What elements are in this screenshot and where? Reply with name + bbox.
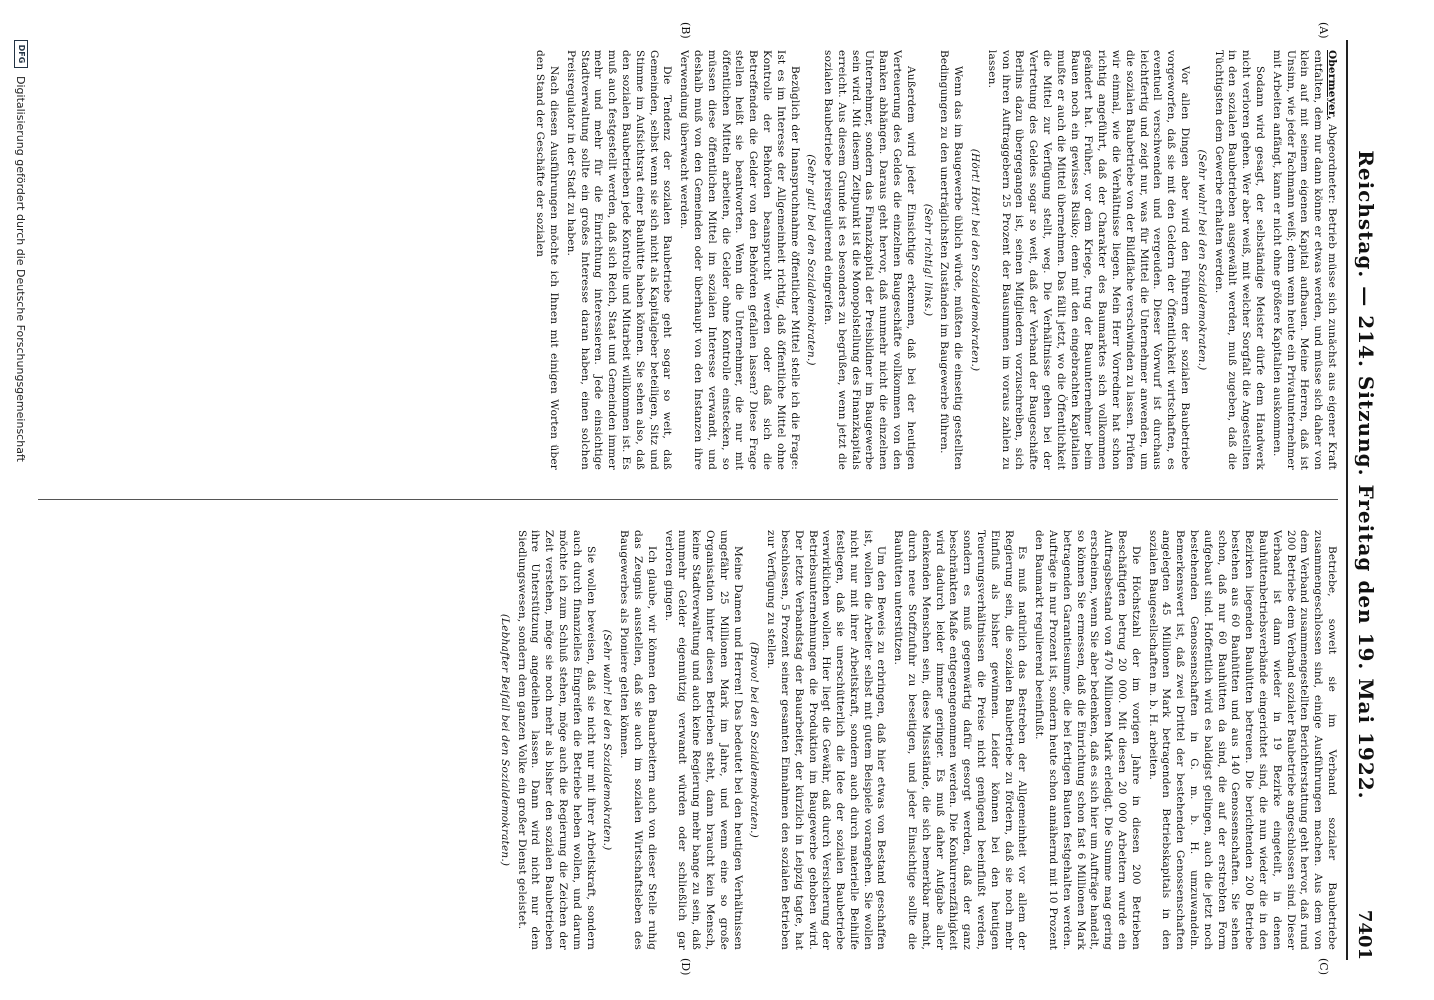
paragraph: Meine Damen und Herren! Das bedeutet bei den heutigen Verhältnissen ungefähr 25 Millionen Mark im Jahre, und wenn eine so große Organisation hinter diesen Betrieben steht, dann braucht kein Mensch, keine Stadtverwaltung und auch keine Regierung mehr bange zu sein, daß nunmehr Gelder eigennützig verwandt würden oder schließlich gar verloren gingen.: [662, 530, 744, 950]
speaker-role: Abgeordneter:: [1326, 119, 1338, 209]
margin-marker-a: (A): [1317, 22, 1330, 39]
column-divider: [38, 499, 1338, 500]
paragraph: Sie wollen beweisen, daß sie nicht nur mit ihrer Arbeitskraft, sondern auch durch finanzielles Eingreifen die Betriebe heben wollen, und darum möchte ich zum Schluß stehen, möge auch die Regierung die Zeichen der Zeit verstehen, möge sie noch mehr als bisher den sozialen Baubetrieben ihre Unterstützung angedeihen lassen. Dann wird nicht nur dem Siedlungswesen, sondern dem ganzen Volke ein großer Dienst geleistet.: [515, 530, 597, 950]
footer-note: [14, 40, 28, 960]
margin-marker-b: (B): [679, 22, 692, 39]
speech-text: Betrieb müsse sich zunächst aus eigener Kraft entfalten, dem nur dann könne er etwas werden, und müsse sich daher von klein auf mit seinem eigenen Kapital aufbauen. Meine Herren, daß ist Unsinn, wie jeder Fachmann weiß; denn wenn heute ein Privatunternehmer mit Arbeiten anfängt, kann er nicht ohne größere Kapitalien auskommen.: [1270, 50, 1338, 470]
paragraph: Die Tendenz der sozialen Baubetriebe geht sogar so weit, daß Gemeinden, selbst wenn sie sich nicht als Kapitalgeber beteiligen, Sitz und Stimme im Aufsichtsrat einer Bauhütte haben können. Sie sehen also, daß den sozialen Baubetrieben jede Kontrolle und Mitarbeit willkommen ist. Es muß auch festgestellt werden, daß sich Reich, Staat und Gemeinden immer mehr und mehr für die Einrichtung interessieren. Jede einsichtige Stadtverwaltung sollte ein großes Interesse daran haben, einen solchen Preisregulator in der Stadt zu haben.: [564, 50, 674, 470]
paragraph: Außerdem wird jeder Einsichtige erkennen, daß bei der heutigen Verteuerung des Geldes die einzelnen Baugeschäfte vollkommen von den Banken abhängen. Daraus geht hervor, daß nunmehr nicht die einzelnen Unternehmer, sondern das Finanzkapital der Preisbildner im Baugewerbe sein wird. Mit diesem Zeitpunkt ist die Monopolstellung des Finanzkapitals erreicht. Aus diesem Grunde ist es besonders zu begrüßen, wenn jetzt die sozialen Baubetriebe preisregulierend eingreifen.: [822, 50, 917, 470]
speaker-paragraph: [1269, 50, 1338, 470]
paragraph: Nach diesen Ausführungen möchte ich Ihnen mit einigen Worten über den Stand der Geschäfte der sozialen: [534, 50, 560, 470]
interjection: (Lebhafter Beifall bei den Sozialdemokraten.): [498, 613, 511, 867]
paragraph: Die Höchstzahl der im vorigen Jahre in diesen 200 Betrieben Beschäftigten betrug 20 000. Mit diesen 20 000 Arbeitern wurde ein Auftragsbestand von 470 Millionen Mark erledigt. Die Summe mag gering erscheinen, wenn Sie aber bedenken, daß es sich hier um Aufträge handelt, so können Sie ermessen, daß die Einrichtung schon fast 6 Millionen Mark betragenden Garantiesumme, die bei fertigen Bauten festgehalten werden. Aufträge in nur Prozent ist, sondern heute schon annähernd mit 10 Prozent den Baumarkt regulierend beeinflußt.: [1033, 530, 1142, 950]
left-column: [38, 50, 1338, 470]
paragraph: Betriebe, soweit sie im Verband sozialer Baubetriebe zusammengeschlossen sind, einige Ausführungen machen. Aus dem von dem Verband zusammengestellten Berichterstattung geht hervor, daß rund 200 Betriebe dem Verband sozialer Baubetriebe angeschlossen sind. Dieser Verband ist dann wieder in 19 Bezirke eingeteilt, in denen Bauhüttenbetriebsverbände eingerichtet sind, die nun wieder die in den Bezirken liegenden Bauhütten betreuen. Die berichtenden 200 Betriebe bestehen aus 60 Bauhütten und aus 140 Genossenschaften. Sie sehen schon, daß nur 60 Bauhütten da sind, die auf der erstrebten Form aufgebaut sind. Hoffentlich wird es baldigst gelingen, auch die jetzt noch bestehenden Genossenschaften in G. m. b. H. umzuwandeln. Bemerkenswert ist, daß zwei Drittel der bestehenden Genossenschaften angelegten 45 Millionen Mark betragenden Betriebskapitals in den sozialen Baugesellschaften m. b. H. arbeiten.: [1146, 530, 1338, 950]
interjection: (Sehr wahr! bei den Sozialdemokraten.): [601, 629, 614, 851]
footer-text: Digitalisierung gefördert durch die Deutsche Forschungsgemeinschaft: [14, 76, 28, 462]
page-number: 7401: [1354, 909, 1375, 960]
interjection: (Bravo! bei den Sozialdemokraten.): [748, 642, 761, 838]
paragraph: Um den Beweis zu erbringen, daß hier etwas von Bestand geschaffen ist, wollen die Arbeiter selbst mit gutem Beispiele vorangehen. Sie wollen nicht nur mit ihrer Arbeitskraft, sondern auch durch materielle Beihilfe festlegen, daß sie unerschütterlich die Idee der sozialen Baubetriebe verwirklichen wollen. Hier liegt die Gewähr, daß durch Versicherung der Betriebsunternehmungen die Produktion im Baugewerbe gehoben wird. Der letzte Verbandstag der Bauarbeiter, der kürzlich in Leipzig tagte, hat beschlossen, 5 Prozent seiner gesamten Einnahmen den sozialen Betrieben zur Verfügung zu stellen.: [765, 530, 888, 950]
margin-marker-c: (C): [1317, 958, 1330, 975]
interjection: (Sehr gut! bei den Sozialdemokraten.): [805, 154, 818, 366]
paragraph: Es muß natürlich das Bestreben der Allgemeinheit vor allem der Regierung sein, die sozialen Baubetriebe zu fördern, daß sie noch mehr Einfluß als bisher gewinnen. Leider können bei den heutigen Teuerungsverhältnissen die Preise nicht genügend beeinflußt werden, sondern es muß gegenwärtig dafür gesorgt werden, daß der ganz beschränkten Maße entgegengenommen werden. Die Konkurrenzfähigkeit wird dadurch leider immer geringer. Es muß daher Aufgabe aller denkenden Menschen sein, diese Missstände, die sich bemerkbar macht, durch neue Stoffzufuhr zu beseitigen, und jeder Einsichtige sollte die Bauhütten unterstützen.: [892, 530, 1029, 950]
paragraph: Wenn das im Baugewerbe üblich würde, müßten die einseitig gestellten Bedingungen zu den unerträglichsten Zuständen im Baugewerbe führen.: [938, 50, 965, 470]
dfg-logo-icon: DFG: [14, 40, 28, 68]
speaker-name: Obermeyer,: [1326, 50, 1338, 120]
header-title: Reichstag. — 214. Sitzung. Freitag den 19. Mai 1922.: [1354, 150, 1378, 800]
header-rule: [1346, 40, 1348, 960]
interjection: (Sehr richtig! links.): [921, 203, 934, 317]
margin-marker-d: (D): [679, 958, 692, 976]
paragraph: Ich glaube, wir können den Bauarbeitern auch von dieser Stelle ruhig das Zeugnis ausstellen, daß sie auch im sozialen Wirtschaftsleben des Baugewerbes als Pioniere gelten können.: [618, 530, 658, 950]
paragraph: Sodann wird gesagt, der selbständige Meister dürfe dem Handwerk nicht verloren gehen. Wer aber weiß, mit welcher Sorgfalt die Angestellten in den sozialen Baubetrieben ausgewählt werden, muß zugeben, daß die Tüchtigsten dem Gewerbe erhalten werden.: [1212, 50, 1267, 470]
right-column: [38, 530, 1338, 950]
paragraph: Vor allen Dingen aber wird den Führern der sozialen Baubetriebe vorgeworfen, daß sie mit den Geldern der Öffentlichkeit wirtschaften, es eventuell verschwenden und vergeuden. Dieser Vorwurf ist durchaus leichtfertig und zeigt nur, was für Mittel die Unternehmer anwenden, um die sozialen Baubetriebe von der Bildfläche verschwinden zu lassen. Prüfen wir einmal, wie die Verhältnisse liegen. Mein Herr Vorredner hat schon richtig angeführt, daß der Charakter des Baumarktes sich vollkommen geändert hat. Früher, vor dem Kriege, trug der Bauunternehmer beim Bauen noch ein gewisses Risiko; denn mit den eingebrachten Kapitalien mußte er auch die Mittel übernehmen. Das fällt jetzt, wo die Öffentlichkeit die Mittel zur Verfügung stellt, weg. Die Verhältnisse gehen bei der Vertretung des Geldes sogar so weit, daß der Verband der Baugeschäfte Berlins dazu übergegangen ist, seinen Mitgliedern vorzuschreiben, sich von ihren Auftraggebern 25 Prozent der Bausummen im voraus zahlen zu lassen.: [985, 50, 1192, 470]
page-header: [1354, 40, 1394, 960]
interjection: (Hört! Hört! bei den Sozialdemokraten.): [969, 148, 982, 372]
interjection: (Sehr wahr! bei den Sozialdemokraten.): [1195, 149, 1208, 371]
paragraph: Bezüglich der Inanspruchnahme öffentlicher Mittel stelle ich die Frage: Ist es im Interesse der Allgemeinheit richtig, daß öffentliche Mittel ohne Kontrolle der Behörden beansprucht werden oder daß sich die Betreffenden die Gelder von den Behörden gefallen lassen? Diese Frage stellen heißt sie beantworten. Wenn die Unternehmer, die nur mit öffentlichen Mitteln arbeiten, die Gelder ohne Kontrolle einstecken, so müssen diese öffentlichen Mittel im sozialen Interesse verwandt, und deshalb muß von den Gemeinden oder überhaupt von den Instanzen ihre Verwendung überwacht werden.: [678, 50, 801, 470]
